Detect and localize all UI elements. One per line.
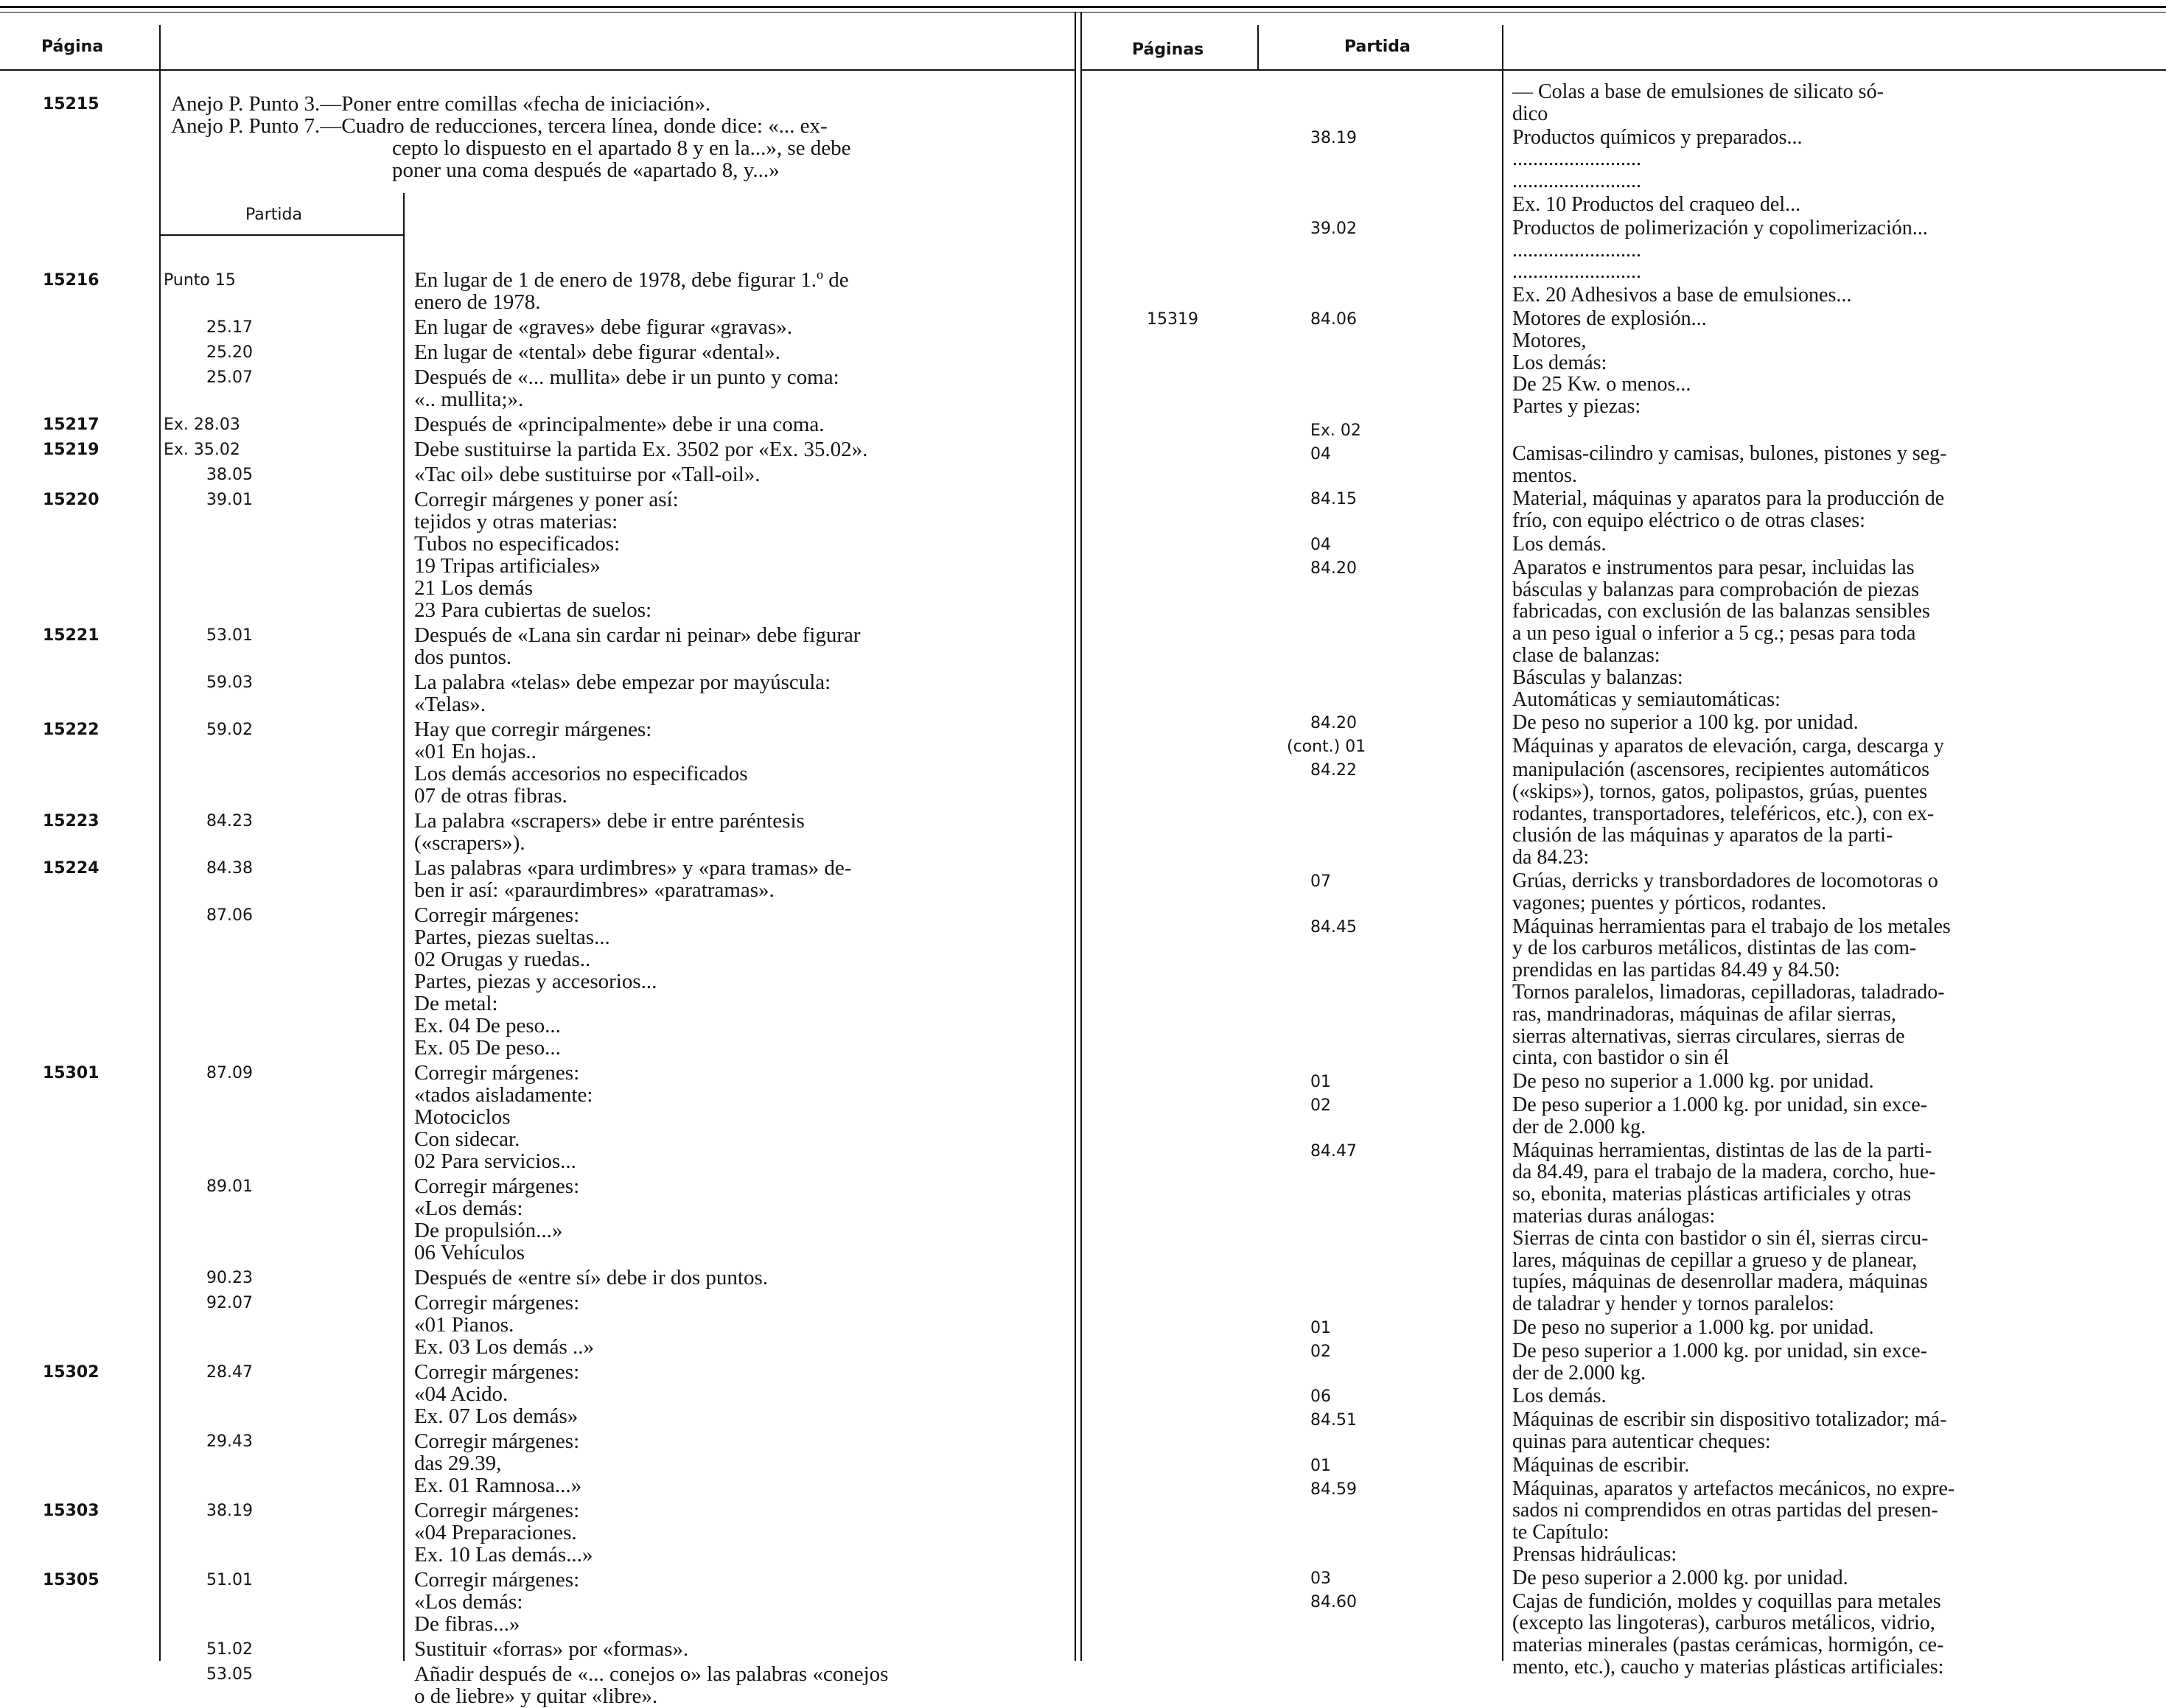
left-partida-rule	[159, 234, 403, 236]
right-tariff-line: manipulación (ascensores, recipientes automáticos	[1512, 758, 1930, 781]
right-tariff-line: (excepto las lingoteras), carburos metálicos, vidrio,	[1512, 1611, 1935, 1635]
right-tariff-line: da 84.49, para el trabajo de la madera, corcho, hue-	[1512, 1161, 1936, 1184]
left-partida-code: 84.38	[206, 859, 253, 878]
right-tariff-line: ras, mandrinadoras, máquinas de afilar sierras,	[1512, 1002, 1896, 1026]
right-tariff-line: Máquinas, aparatos y artefactos mecánicos, no expre-	[1512, 1477, 1955, 1500]
right-partida-code: 03	[1310, 1569, 1331, 1588]
right-tariff-line: rodantes, transportadores, teleféricos, etc.), con ex-	[1512, 802, 1935, 825]
left-correction-line: Motociclos	[414, 1105, 511, 1129]
left-correction-line: 07 de otras fibras.	[414, 784, 567, 808]
right-partida-code: 02	[1310, 1096, 1331, 1115]
left-correction-line: Corregir márgenes:	[414, 1499, 580, 1522]
left-page-number: 15224	[43, 859, 99, 878]
left-correction-line: Corregir márgenes:	[414, 1429, 580, 1453]
right-tariff-line: De peso no superior a 1.000 kg. por unidad.	[1512, 1070, 1874, 1093]
right-tariff-line: Básculas y balanzas:	[1512, 665, 1683, 689]
left-page-number: 15216	[43, 271, 99, 290]
right-tariff-line: Máquinas de escribir.	[1512, 1453, 1690, 1477]
left-correction-line: Partes, piezas y accesorios...	[414, 970, 657, 993]
left-correction-line: «tados aisladamente:	[414, 1083, 593, 1107]
right-tariff-line: Productos químicos y preparados...	[1512, 125, 1803, 149]
left-top-entry-line: cepto lo dispuesto en el apartado 8 y en la...», se debe	[392, 136, 851, 160]
left-correction-line: Corregir márgenes y poner así:	[414, 488, 679, 511]
left-page-number: 15303	[43, 1502, 99, 1520]
left-correction-line: 06 Vehículos	[414, 1241, 525, 1264]
left-correction-line: Después de «Lana sin cardar ni peinar» debe figurar	[414, 623, 861, 647]
right-tariff-line: Grúas, derricks y transbordadores de locomotoras o	[1512, 869, 1938, 892]
left-partida-code: 25.07	[206, 368, 253, 387]
right-tariff-line: sados ni comprendidos en otras partidas del presen-	[1512, 1499, 1938, 1522]
left-correction-line: En lugar de «tental» debe figurar «dental».	[414, 340, 780, 364]
left-partida-code: 53.01	[206, 626, 253, 645]
right-tariff-line: da 84.23:	[1512, 846, 1590, 869]
right-partida-code: 01	[1310, 1319, 1331, 1337]
header-partida-inner: Partida	[245, 206, 302, 224]
right-tariff-line: .........................	[1512, 260, 1641, 284]
right-partida-code: 84.60	[1310, 1592, 1357, 1611]
left-correction-line: De metal:	[414, 992, 498, 1015]
right-partida-code: 38.19	[1310, 128, 1357, 147]
left-correction-line: Corregir márgenes:	[414, 1360, 580, 1384]
left-partida-code: 28.47	[206, 1363, 253, 1382]
right-tariff-line: tupíes, máquinas de desenrollar madera, máquinas	[1512, 1270, 1928, 1294]
left-col-sep-1	[159, 25, 161, 1661]
right-tariff-line: Máquinas herramientas, distintas de las de la parti-	[1512, 1138, 1932, 1162]
right-tariff-line: der de 2.000 kg.	[1512, 1115, 1646, 1138]
left-correction-line: Después de «... mullita» debe ir un punto y coma:	[414, 365, 839, 389]
left-page-number: 15219	[43, 441, 99, 459]
left-partida-code: 38.05	[206, 466, 253, 484]
left-correction-line: Partes, piezas sueltas...	[414, 925, 610, 949]
left-page-number: 15301	[43, 1064, 99, 1082]
right-tariff-line: frío, con equipo eléctrico o de otras clases:	[1512, 509, 1865, 533]
left-partida-code: 89.01	[206, 1177, 253, 1196]
left-partida-code: 90.23	[206, 1269, 253, 1287]
left-correction-line: Ex. 01 Ramnosa...»	[414, 1474, 582, 1497]
left-correction-line: Corregir márgenes:	[414, 1568, 580, 1592]
center-double-rule-a	[1075, 13, 1076, 1661]
right-tariff-line: Los demás.	[1512, 1385, 1607, 1408]
right-col-sep-2	[1502, 25, 1503, 1661]
right-tariff-line: De peso superior a 2.000 kg. por unidad.	[1512, 1566, 1848, 1589]
right-partida-code: 07	[1310, 872, 1331, 891]
header-pagina: Página	[41, 38, 104, 56]
right-tariff-line: Automáticas y semiautomáticas:	[1512, 687, 1781, 711]
left-top-entry-line: poner una coma después de «apartado 8, y...»	[392, 158, 780, 182]
right-tariff-line: materias duras análogas:	[1512, 1205, 1716, 1228]
right-tariff-line: prendidas en las partidas 84.49 y 84.50:	[1512, 959, 1840, 982]
left-correction-line: tejidos y otras materias:	[414, 510, 618, 533]
right-tariff-line: — Colas a base de emulsiones de silicato só-	[1512, 80, 1884, 103]
right-partida-code: Ex. 02	[1310, 421, 1361, 440]
left-correction-line: Con sidecar.	[414, 1127, 520, 1151]
left-page-number: 15215	[43, 95, 99, 113]
right-tariff-line: Aparatos e instrumentos para pesar, incluidas las	[1512, 556, 1915, 579]
left-correction-line: Sustituir «forras» por «formas».	[414, 1637, 689, 1661]
left-partida-code: 39.01	[206, 491, 253, 509]
left-correction-line: De propulsión...»	[414, 1219, 563, 1242]
right-tariff-line: Camisas-cilindro y camisas, bulones, pistones y seg-	[1512, 441, 1947, 465]
left-correction-line: «04 Preparaciones.	[414, 1521, 577, 1544]
center-double-rule-b	[1080, 13, 1082, 1661]
left-correction-line: La palabra «telas» debe empezar por mayúscula:	[414, 671, 831, 694]
right-partida-code: 84.20	[1310, 559, 1357, 578]
left-correction-line: En lugar de «graves» debe figurar «gravas».	[414, 315, 792, 339]
right-tariff-line: De peso superior a 1.000 kg. por unidad, sin exce-	[1512, 1339, 1927, 1362]
left-correction-line: Corregir márgenes:	[414, 1061, 580, 1085]
right-tariff-line: clusión de las máquinas y aparatos de la parti-	[1512, 824, 1893, 847]
left-correction-line: Los demás accesorios no especificados	[414, 762, 748, 785]
left-correction-line: Corregir márgenes:	[414, 903, 580, 927]
left-correction-line: «01 En hojas..	[414, 740, 537, 763]
right-partida-code: 84.51	[1310, 1411, 1357, 1430]
right-tariff-line: quinas para autenticar cheques:	[1512, 1430, 1771, 1453]
right-tariff-line: Los demás.	[1512, 533, 1607, 556]
right-tariff-line: Motores,	[1512, 329, 1587, 352]
left-correction-line: 23 Para cubiertas de suelos:	[414, 598, 652, 622]
left-correction-line: La palabra «scrapers» debe ir entre paréntesis	[414, 809, 805, 833]
right-tariff-line: materias minerales (pastas cerámicas, hormigón, ce-	[1512, 1634, 1944, 1657]
right-partida-code: 02	[1310, 1342, 1331, 1361]
left-correction-line: ben ir así: «paraurdimbres» «paratramas».	[414, 878, 775, 902]
left-correction-line: «Los demás:	[414, 1590, 523, 1614]
left-correction-line: Ex. 03 Los demás ..»	[414, 1335, 595, 1359]
right-tariff-line: de taladrar y hender y tornos paralelos:	[1512, 1292, 1834, 1316]
header-paginas: Páginas	[1132, 41, 1204, 59]
left-partida-code: Punto 15	[164, 271, 236, 290]
left-partida-code: 53.05	[206, 1665, 253, 1684]
left-partida-code: Ex. 28.03	[164, 416, 240, 434]
top-rule-thin	[0, 12, 2166, 13]
left-header-rule	[0, 69, 1076, 71]
left-correction-line: «Telas».	[414, 693, 486, 716]
left-correction-line: o de liebre» y quitar «libre».	[414, 1684, 658, 1708]
right-tariff-line: Partes y piezas:	[1512, 395, 1641, 419]
right-tariff-line: fabricadas, con exclusión de las balanzas sensibles	[1512, 600, 1930, 623]
right-page-number: 15319	[1147, 310, 1198, 329]
right-partida-code: 04	[1310, 536, 1331, 554]
left-correction-line: 21 Los demás	[414, 576, 534, 600]
right-tariff-line: mento, etc.), caucho y materias plásticas artificiales:	[1512, 1656, 1944, 1679]
right-tariff-line: Máquinas herramientas para el trabajo de los metales	[1512, 914, 1951, 938]
left-correction-line: «Los demás:	[414, 1197, 523, 1220]
right-tariff-line: sierras alternativas, sierras circulares, sierras de	[1512, 1024, 1905, 1048]
left-partida-code: 25.17	[206, 318, 253, 337]
right-tariff-line: Tornos paralelos, limadoras, cepilladoras, taladrado-	[1512, 981, 1945, 1004]
left-correction-line: Ex. 07 Los demás»	[414, 1404, 579, 1428]
top-rule	[0, 6, 2166, 8]
right-tariff-line: vagones; puentes y pórticos, rodantes.	[1512, 891, 1827, 914]
right-tariff-line: y de los carburos metálicos, distintas de las com-	[1512, 937, 1917, 960]
left-correction-line: Ex. 04 De peso...	[414, 1014, 561, 1037]
right-tariff-line: a un peso igual o inferior a 5 cg.; pesas para toda	[1512, 622, 1916, 645]
left-page-number: 15223	[43, 812, 99, 830]
right-tariff-line: Ex. 10 Productos del craqueo del...	[1512, 193, 1801, 216]
right-partida-code: (cont.) 01	[1287, 738, 1366, 757]
left-correction-line: En lugar de 1 de enero de 1978, debe figurar 1.º de	[414, 268, 849, 292]
right-tariff-line: Motores de explosión...	[1512, 307, 1707, 330]
left-correction-line: Hay que corregir márgenes:	[414, 718, 652, 741]
left-correction-line: «04 Acido.	[414, 1382, 509, 1406]
left-correction-line: enero de 1978.	[414, 290, 541, 314]
left-partida-code: Ex. 35.02	[164, 441, 240, 459]
left-partida-code: 38.19	[206, 1502, 253, 1520]
left-correction-line: «.. mullita;».	[414, 388, 524, 411]
left-correction-line: Añadir después de «... conejos o» las palabras «conejos	[414, 1662, 889, 1686]
left-partida-code: 51.02	[206, 1640, 253, 1659]
left-correction-line: «01 Pianos.	[414, 1313, 514, 1337]
left-page-number: 15222	[43, 721, 99, 739]
left-correction-line: Después de «entre sí» debe ir dos puntos.	[414, 1266, 769, 1289]
right-partida-code: 04	[1310, 444, 1331, 463]
header-partida-right: Partida	[1344, 38, 1411, 56]
left-correction-line: Las palabras «para urdimbres» y «para tramas» de-	[414, 856, 852, 880]
left-page-number: 15217	[43, 416, 99, 434]
right-tariff-line: cinta, con bastidor o sin él	[1512, 1046, 1729, 1070]
left-correction-line: Debe sustituirse la partida Ex. 3502 por «Ex. 35.02».	[414, 438, 868, 461]
right-tariff-line: mentos.	[1512, 463, 1577, 487]
right-tariff-line: Prensas hidráulicas:	[1512, 1543, 1677, 1566]
right-partida-code: 84.22	[1310, 761, 1357, 780]
right-tariff-line: Ex. 20 Adhesivos a base de emulsiones...	[1512, 284, 1852, 307]
right-tariff-line: De 25 Kw. o menos...	[1512, 373, 1691, 396]
left-correction-line: Ex. 10 Las demás...»	[414, 1543, 593, 1567]
right-partida-code: 84.47	[1310, 1141, 1357, 1161]
left-partida-code: 92.07	[206, 1294, 253, 1312]
right-tariff-line: Los demás:	[1512, 351, 1607, 374]
left-partida-code: 51.01	[206, 1571, 253, 1589]
right-tariff-line: Material, máquinas y aparatos para la producción de	[1512, 487, 1945, 511]
left-correction-line: 02 Para servicios...	[414, 1149, 576, 1173]
left-page-number: 15220	[43, 491, 99, 509]
right-partida-code: 84.20	[1310, 714, 1357, 733]
left-correction-line: Después de «principalmente» debe ir una coma.	[414, 413, 825, 436]
left-partida-code: 84.23	[206, 812, 253, 830]
right-partida-code: 84.59	[1310, 1480, 1357, 1499]
right-tariff-line: .........................	[1512, 238, 1641, 262]
left-top-entry-line: Anejo P. Punto 7.—Cuadro de reducciones, tercera línea, donde dice: «... ex-	[171, 114, 828, 138]
right-col-sep-1	[1257, 25, 1259, 69]
left-correction-line: 19 Tripas artificiales»	[414, 554, 601, 578]
left-correction-line: Tubos no especificados:	[414, 532, 621, 556]
left-correction-line: Ex. 05 De peso...	[414, 1036, 561, 1060]
right-tariff-line: so, ebonita, materias plásticas artificiales y otras	[1512, 1183, 1912, 1206]
left-partida-code: 29.43	[206, 1432, 253, 1451]
right-tariff-line: dico	[1512, 102, 1548, 125]
right-partida-code: 84.06	[1310, 310, 1357, 329]
right-tariff-line: De peso superior a 1.000 kg. por unidad, sin exce-	[1512, 1093, 1927, 1116]
right-tariff-line: .........................	[1512, 169, 1641, 193]
left-correction-line: das 29.39,	[414, 1452, 502, 1475]
right-tariff-line: Sierras de cinta con bastidor o sin él, sierras circu-	[1512, 1226, 1929, 1250]
left-page-number: 15221	[43, 626, 99, 645]
left-page-number: 15302	[43, 1363, 99, 1382]
right-tariff-line: Máquinas de escribir sin dispositivo totalizador; má-	[1512, 1408, 1947, 1432]
left-col-sep-2	[403, 193, 405, 1661]
left-partida-code: 59.02	[206, 721, 253, 739]
right-tariff-line: De peso no superior a 100 kg. por unidad.	[1512, 711, 1859, 735]
right-tariff-line: Productos de polimerización y copolimerización...	[1512, 216, 1928, 239]
right-tariff-line: Cajas de fundición, moldes y coquillas para metales	[1512, 1589, 1941, 1613]
left-correction-line: dos puntos.	[414, 645, 512, 669]
right-tariff-line: lares, máquinas de cepillar a grueso y de planear,	[1512, 1248, 1918, 1272]
left-partida-code: 87.09	[206, 1064, 253, 1082]
right-tariff-line: .........................	[1512, 147, 1641, 171]
right-partida-code: 84.45	[1310, 917, 1357, 937]
left-page-number: 15305	[43, 1571, 99, 1589]
right-partida-code: 84.15	[1310, 490, 1357, 509]
left-correction-line: 02 Orugas y ruedas..	[414, 948, 591, 971]
right-tariff-line: te Capítulo:	[1512, 1521, 1610, 1544]
left-correction-line: Corregir márgenes:	[414, 1175, 580, 1198]
left-correction-line: («scrapers»).	[414, 831, 525, 855]
right-tariff-line: básculas y balanzas para comprobación de piezas	[1512, 578, 1919, 601]
left-top-entry: Anejo P. Punto 3.—Poner entre comillas «fecha de iniciación».	[171, 92, 711, 116]
right-partida-code: 01	[1310, 1456, 1331, 1475]
left-correction-line: Corregir márgenes:	[414, 1291, 580, 1315]
right-header-rule	[1082, 69, 2166, 71]
right-tariff-line: der de 2.000 kg.	[1512, 1361, 1646, 1385]
right-tariff-line: De peso no superior a 1.000 kg. por unidad.	[1512, 1316, 1874, 1339]
left-partida-code: 25.20	[206, 343, 253, 362]
right-partida-code: 01	[1310, 1073, 1331, 1092]
left-partida-code: 59.03	[206, 673, 253, 692]
right-partida-code: 39.02	[1310, 219, 1357, 238]
right-tariff-line: clase de balanzas:	[1512, 644, 1660, 667]
left-partida-code: 87.06	[206, 906, 253, 925]
right-tariff-line: («skips»), tornos, gatos, polipastos, grúas, puentes	[1512, 780, 1928, 803]
left-correction-line: «Tac oil» debe sustituirse por «Tall-oil».	[414, 463, 761, 486]
right-partida-code: 06	[1310, 1387, 1331, 1407]
left-correction-line: De fibras...»	[414, 1612, 520, 1636]
right-tariff-line: Máquinas y aparatos de elevación, carga, descarga y	[1512, 735, 1944, 758]
